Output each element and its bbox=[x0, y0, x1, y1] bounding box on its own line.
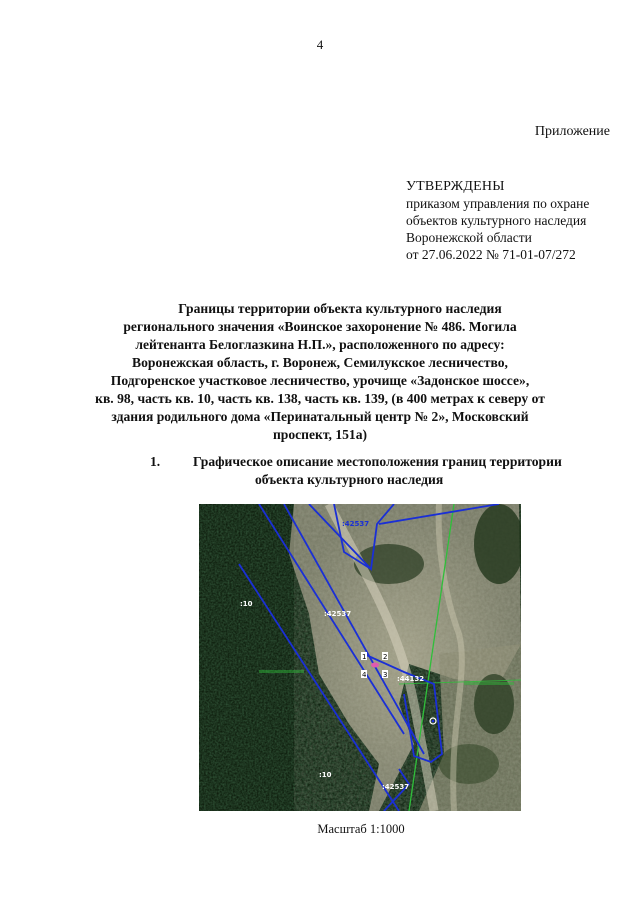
document-heading bbox=[90, 300, 550, 444]
heading-line: лейтенанта Белоглазкина Н.П.», расположенного по адресу: bbox=[135, 337, 505, 352]
approval-line: объектов культурного наследия bbox=[406, 213, 587, 228]
quarter-label: :10 bbox=[319, 771, 332, 779]
parcel-label: :42537 bbox=[324, 610, 352, 618]
quarter-label: :10 bbox=[240, 600, 253, 608]
page-number: 4 bbox=[316, 37, 324, 52]
section-number: 1. bbox=[150, 454, 161, 469]
heading-line: проспект, 151а) bbox=[272, 427, 368, 442]
satellite-map bbox=[199, 504, 521, 811]
approval-line: Воронежской области bbox=[406, 230, 532, 245]
scale-label: Масштаб 1:1000 bbox=[317, 822, 405, 836]
heading-line: Границы территории объекта культурного наследия bbox=[178, 301, 502, 316]
point-label: 4 bbox=[362, 671, 367, 679]
heading-line: кв. 98, часть кв. 10, часть кв. 138, часть кв. 139, (в 400 метрах к северу от bbox=[95, 391, 545, 406]
approval-line: приказом управления по охране bbox=[406, 196, 590, 211]
section-title-line: объекта культурного наследия bbox=[255, 472, 444, 487]
burial-marker-icon bbox=[371, 663, 379, 668]
parcel-label: :42537 bbox=[342, 520, 370, 528]
point-label: 2 bbox=[383, 653, 388, 661]
heading-line: регионального значения «Воинское захоронение № 486. Могила bbox=[123, 319, 517, 334]
approval-block bbox=[406, 178, 589, 263]
approval-title: УТВЕРЖДЕНЫ bbox=[406, 179, 505, 194]
parcel-label: :42537 bbox=[382, 783, 410, 791]
point-label: 3 bbox=[383, 671, 388, 679]
approval-line: от 27.06.2022 № 71-01-07/272 bbox=[406, 247, 576, 262]
section-title-line: Графическое описание местоположения границ территории bbox=[193, 454, 562, 469]
appendix-label: Приложение bbox=[534, 124, 610, 139]
heading-line: Подгоренское участковое лесничество, урочище «Задонское шоссе», bbox=[110, 373, 530, 388]
point-label: 1 bbox=[362, 653, 367, 661]
heading-line: Воронежская область, г. Воронеж, Семилукское лесничество, bbox=[132, 355, 508, 370]
heading-line: здания родильного дома «Перинатальный центр № 2», Московский bbox=[111, 409, 529, 424]
parcel-label: :44132 bbox=[397, 675, 425, 683]
